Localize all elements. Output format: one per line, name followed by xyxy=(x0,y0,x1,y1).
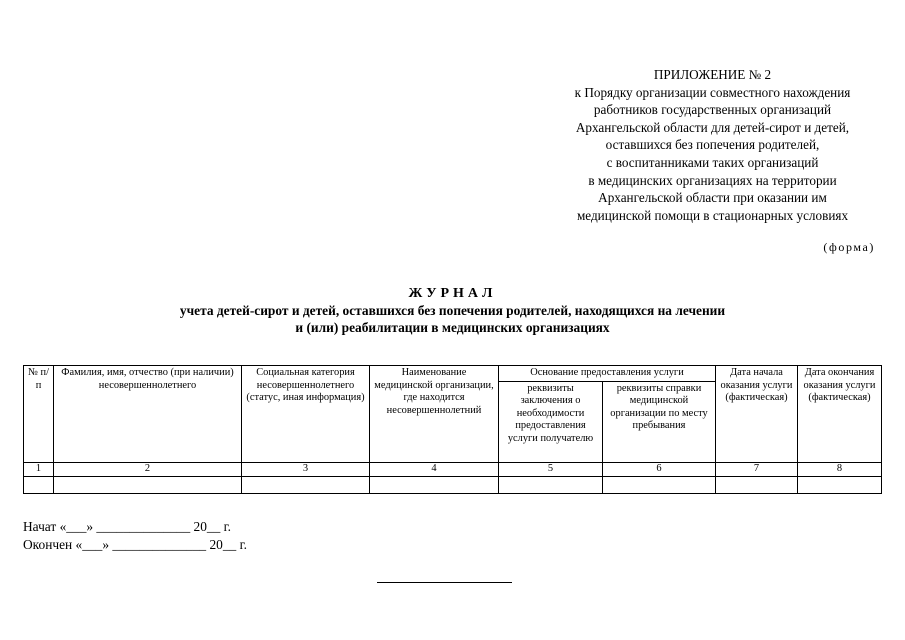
journal-dates xyxy=(23,518,247,553)
journal-subtitle-line: учета детей-сирот и детей, оставшихся без попечения родителей, находящихся на лечении xyxy=(179,303,726,318)
column-number: 8 xyxy=(798,462,882,476)
table-header-row xyxy=(24,366,882,382)
appendix-block xyxy=(540,66,885,224)
column-number: 4 xyxy=(370,462,499,476)
table-cell xyxy=(54,476,242,493)
appendix-line: к Порядку организации совместного нахождения xyxy=(574,84,851,100)
header-category: Социальная категория несовершеннолетнего (статус, иная информация) xyxy=(242,366,370,463)
appendix-line: оставшихся без попечения родителей, xyxy=(605,137,820,153)
column-number: 5 xyxy=(499,462,603,476)
header-basis: Основание предоставления услуги xyxy=(499,366,716,382)
appendix-title: ПРИЛОЖЕНИЕ № 2 xyxy=(653,67,772,82)
column-number: 6 xyxy=(603,462,716,476)
header-num: № п/п xyxy=(24,366,54,463)
column-number: 2 xyxy=(54,462,242,476)
started-date-line: Начат «___» ______________ 20__ г. xyxy=(23,519,231,534)
appendix-line: с воспитанниками таких организаций xyxy=(606,154,819,170)
closing-divider-line xyxy=(377,582,512,583)
header-basis-conclusion: реквизиты заключения о необходимости предоставления услуги получателю xyxy=(499,381,603,462)
column-number: 7 xyxy=(716,462,798,476)
table-row xyxy=(24,476,882,493)
table-cell xyxy=(24,476,54,493)
table-cell xyxy=(242,476,370,493)
appendix-line: работников государственных организаций xyxy=(593,102,832,118)
header-basis-certificate: реквизиты справки медицинской организации по месту пребывания xyxy=(603,381,716,462)
form-label: (форма) xyxy=(823,240,875,254)
journal-table xyxy=(23,365,882,494)
appendix-line: в медицинских организациях на территории xyxy=(588,172,837,188)
table-cell xyxy=(603,476,716,493)
table-cell xyxy=(716,476,798,493)
header-org: Наименование медицинской организации, где находится несовершеннолетний xyxy=(370,366,499,463)
column-number: 1 xyxy=(24,462,54,476)
finished-date-line: Окончен «___» ______________ 20__ г. xyxy=(23,536,247,552)
column-numbers-row xyxy=(24,462,882,476)
table-cell xyxy=(499,476,603,493)
journal-title: ЖУРНАЛ xyxy=(408,286,497,301)
journal-subtitle-line: и (или) реабилитации в медицинских организациях xyxy=(295,320,610,335)
table-cell xyxy=(798,476,882,493)
column-number: 3 xyxy=(242,462,370,476)
appendix-line: Архангельской области при оказании им xyxy=(598,190,827,206)
header-name: Фамилия, имя, отчество (при наличии) несовершеннолетнего xyxy=(54,366,242,463)
appendix-line: медицинской помощи в стационарных условиях xyxy=(576,207,849,223)
table-cell xyxy=(370,476,499,493)
appendix-line: Архангельской области для детей-сирот и детей, xyxy=(575,119,850,135)
journal-heading xyxy=(0,285,905,336)
header-end-date: Дата окончания оказания услуги (фактическая) xyxy=(798,366,882,463)
header-start-date: Дата начала оказания услуги (фактическая) xyxy=(716,366,798,463)
